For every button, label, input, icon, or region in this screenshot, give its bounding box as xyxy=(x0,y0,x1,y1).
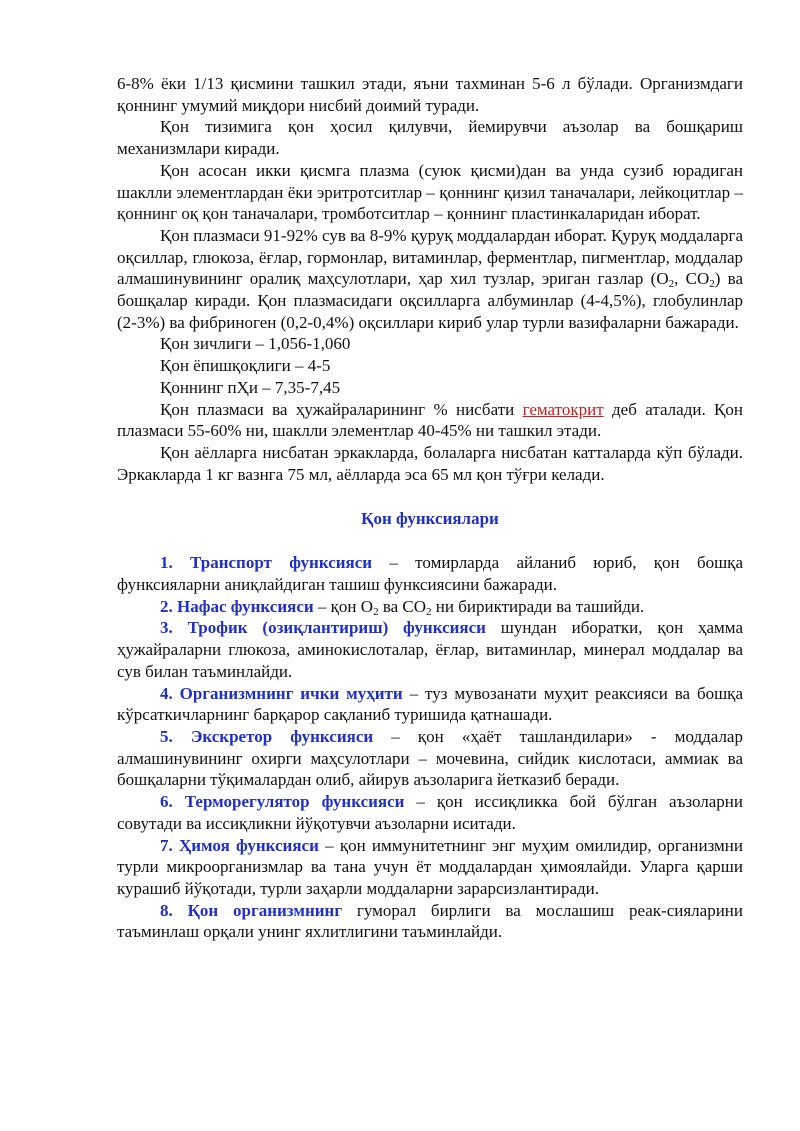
paragraph-plasma xyxy=(117,225,743,334)
function-title: 3. Трофик (озиқлантириш) функсияси xyxy=(160,618,486,638)
section-heading: Қон функсиялари xyxy=(361,509,499,529)
function-text: гуморал бирлиги ва мослашиш реак-сияларини таъминлаш орқали унинг яхлитлигини таъминлайди. xyxy=(117,900,743,942)
plasma-text-a: Қон плазмаси 91-92% сув ва 8-9% қуруқ моддалардан иборат. Қуруқ моддаларга оқсиллар, глюкоза, ёғлар, гормонлар, витаминлар, ферментлар, пигментлар, моддалар алмашинувининг оралиқ маҳсулотлари, ҳар хил тузлар, эриган газлар (O xyxy=(117,225,743,289)
paragraph-blood-volume: 6-8% ёки 1/13 қисмини ташкил этади, яъни тахминан 5-6 л бўлади. Организмдаги қоннинг умумий миқдори нисбий доимий туради. xyxy=(117,74,743,115)
plasma-subscript-o2: 2 xyxy=(668,278,675,291)
function-text-a: – қон O xyxy=(313,596,374,616)
function-title: 6. Терморегулятор функсияси xyxy=(160,792,405,812)
paragraph-viscosity: Қон ёпишқоқлиги – 4-5 xyxy=(160,356,331,376)
hematocrit-text-b: деб аталади. Қон плазмаси 55-60% ни, шаклли элементлар 40-45% ни ташкил этади. xyxy=(117,399,743,441)
function-text: – қон иссиқликка бой бўлган аъзоларни совутади ва иссиқликни йўқотувчи аъзоларни иситади. xyxy=(117,792,743,833)
paragraph-ph: Қоннинг пҲи – 7,35-7,45 xyxy=(160,377,341,397)
function-item-internal-environment xyxy=(117,683,743,726)
function-item-trophic xyxy=(117,617,743,682)
paragraph-density: Қон зичлиги – 1,056-1,060 xyxy=(160,334,351,354)
hematocrit-link[interactable]: гематокрит xyxy=(522,399,604,419)
paragraph-blood-system: Қон тизимига қон ҳосил қилувчи, йемирувчи аъзолар ва бошқариш механизмлари киради. xyxy=(117,117,743,159)
function-title: 2. Нафас функсияси xyxy=(160,596,314,616)
plasma-subscript-co2: 2 xyxy=(709,278,715,291)
function-text: – қон «ҳаёт ташландилари» - моддалар алмашинувининг охирги маҳсулотлари – мочевина, сийдик кислотаси, аммиак ва бошқаларни тўқималардан олиб, айирув аъзоларига йетказиб беради. xyxy=(117,726,743,790)
function-item-protective xyxy=(117,835,743,900)
function-item-excretory xyxy=(117,726,743,791)
function-title: 8. Қон организмнинг xyxy=(160,900,343,920)
plasma-text-c: ) ва бошқалар киради. Қон плазмасидаги оқсилларга албуминлар (4-4,5%), глобулинлар (2-3%) ва фибриноген (0,2-0,4%) оқсиллари кириб улар турли вазифаларни бажаради. xyxy=(117,269,744,332)
function-title: 5. Экскретор функсияси xyxy=(160,726,374,746)
plasma-text-b: , CO xyxy=(674,269,710,289)
function-subscript-co2: 2 xyxy=(426,605,432,618)
function-text: шундан иборатки, қон ҳамма ҳужайраларни глюкоза, аминокислоталар, ёғлар, витаминлар, минерал моддалар ва сув билан таъминлайди. xyxy=(117,618,743,681)
function-title: 7. Ҳимоя функсияси xyxy=(160,835,319,855)
function-item-respiratory xyxy=(117,596,743,618)
function-text: – томирларда айланиб юриб, қон бошқа функсияларни аниқлайдиган ташиш функсиясини бажаради. xyxy=(117,553,743,595)
paragraph-hematocrit xyxy=(117,399,743,442)
hematocrit-text-a: Қон плазмаси ва ҳужайраларининг % нисбати xyxy=(160,399,523,419)
function-item-transport xyxy=(117,552,743,595)
function-text: – туз мувозанати муҳит реаксияси ва бошқа кўрсаткичларнинг барқарор сақланиб туришида қатнашади. xyxy=(117,683,743,725)
function-item-humoral xyxy=(117,900,743,943)
function-title: 1. Транспорт функсияси xyxy=(160,553,373,573)
paragraph-blood-composition: Қон асосан икки қисмга плазма (суюк қисми)дан ва унда сузиб юрадиган шаклли элементлардан ёки эритротситлар – қоннинг қизил таначалари, лейкоцитлар – қоннинг оқ қон таначалари, тромботситлар – қоннинг пластинкаларидан иборат. xyxy=(117,160,743,224)
function-text-b: ва CO xyxy=(378,596,427,616)
function-subscript-o2: 2 xyxy=(373,605,379,618)
paragraph-gender-age: Қон аёлларга нисбатан эркакларда, болаларга нисбатан катталарда кўп бўлади. Эркакларда 1 кг вазнга 75 мл, аёлларда эса 65 мл қон тўғри келади. xyxy=(117,442,743,484)
function-item-thermoregulation xyxy=(117,791,743,834)
function-text-c: ни бириктиради ва ташийди. xyxy=(431,596,645,616)
page-content xyxy=(117,73,743,943)
function-title: 4. Организмнинг ички муҳити xyxy=(160,683,403,703)
function-text: – қон иммунитетнинг энг муҳим омилидир, организмни турли микроорганизмлар ва тана учун ёт моддалардан ҳимоялайди. Уларга қарши курашиб йўқотади, турли заҳарли моддаларни зарарсизлантиради. xyxy=(117,835,743,898)
